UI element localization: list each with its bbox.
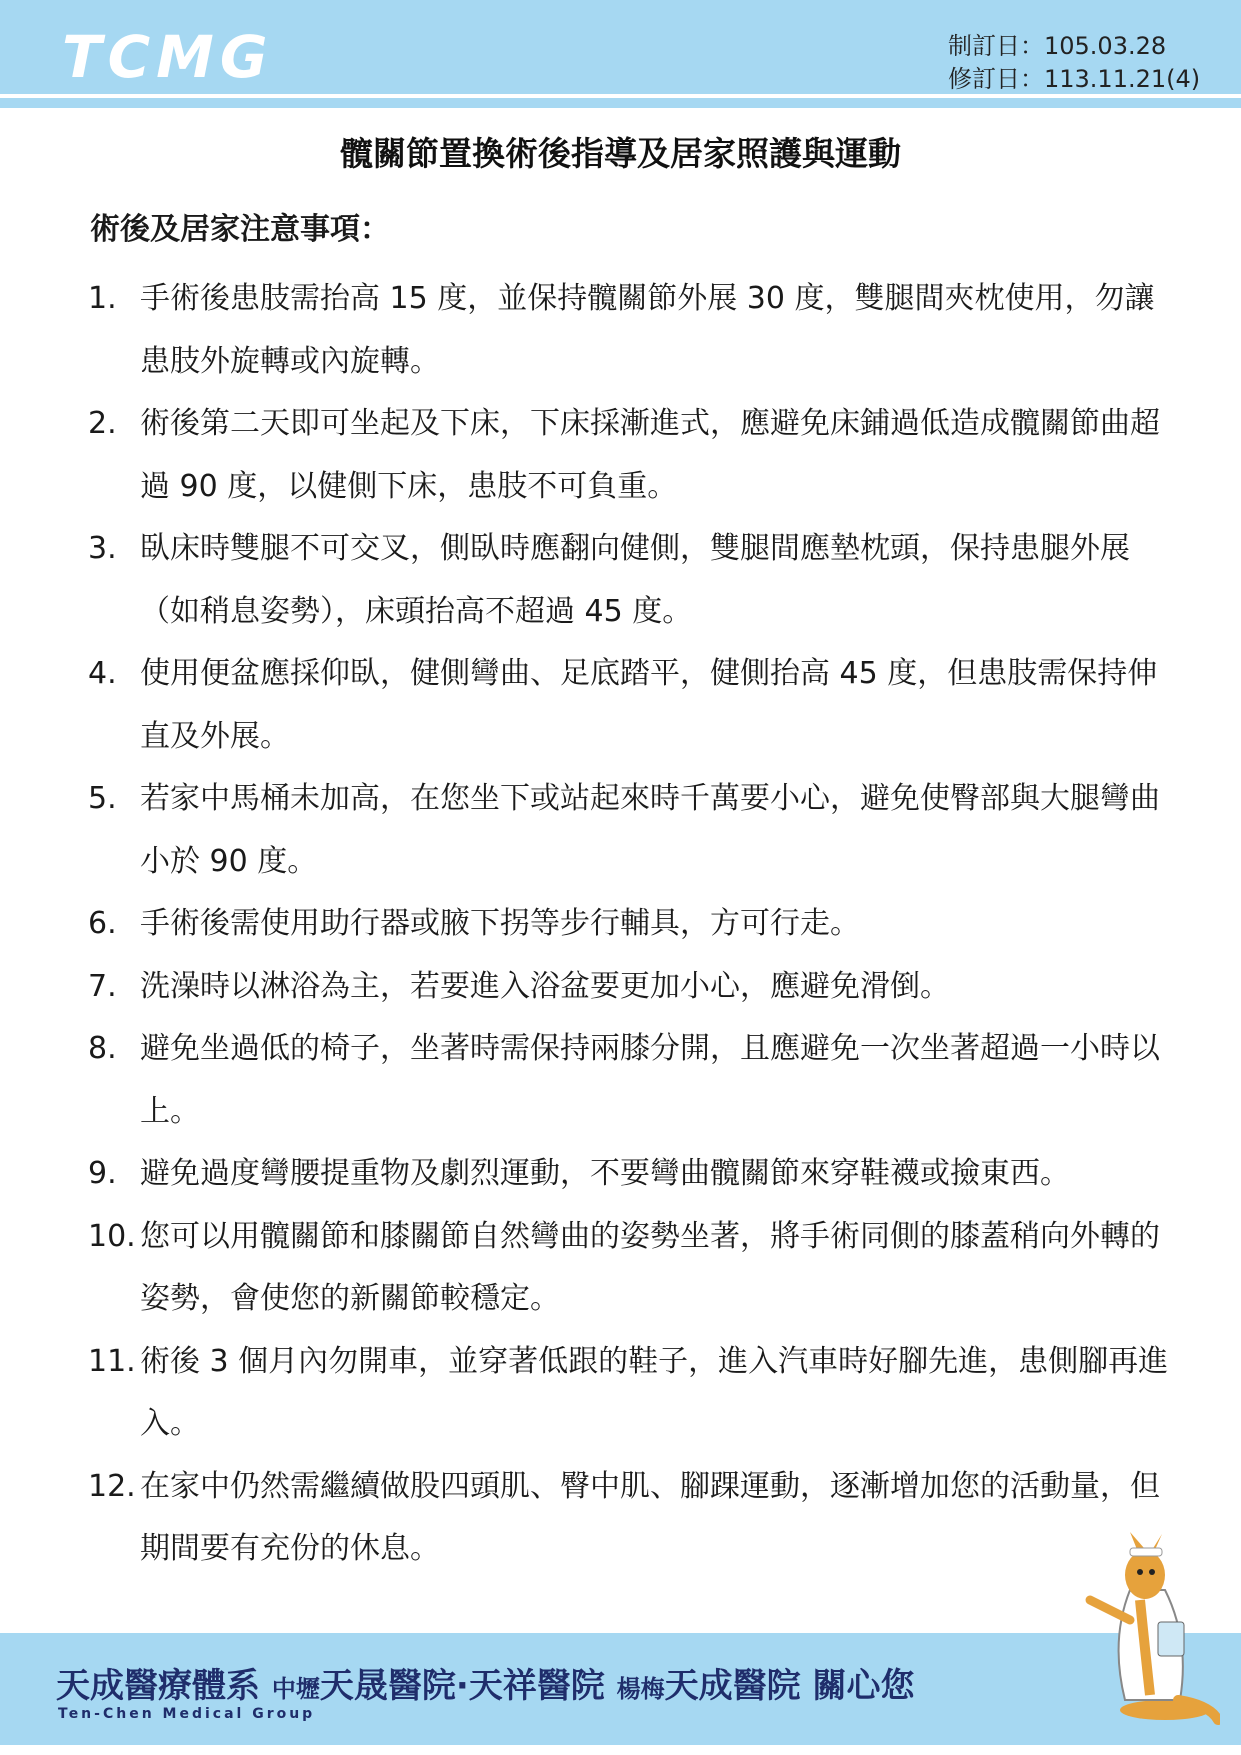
item-number: 4.: [88, 656, 117, 691]
item-text: 避免過度彎腰提重物及劇烈運動，不要彎曲髖關節來穿鞋襪或撿東西。: [140, 1156, 1070, 1191]
list-item: [88, 1018, 1173, 1143]
item-text: 使用便盆應採仰臥，健側彎曲、足底踏平，健側抬高 45 度，但患肢需保持伸直及外展。: [140, 656, 1158, 754]
location-zhongli: 中壢: [271, 1675, 320, 1703]
item-number: 8.: [88, 1031, 117, 1066]
item-text: 洗澡時以淋浴為主，若要進入浴盆要更加小心，應避免滑倒。: [140, 968, 950, 1004]
header-rule: [0, 98, 1241, 108]
section-heading: 術後及居家注意事項：: [90, 212, 390, 247]
list-item: [88, 268, 1173, 393]
item-text: 您可以用髖關節和膝關節自然彎曲的姿勢坐著，將手術同側的膝蓋稍向外轉的姿勢，會使您的新關節較穩定。: [140, 1218, 1160, 1316]
hospital-names: 天晟醫院·天祥醫院: [319, 1666, 605, 1706]
item-number: 5.: [88, 781, 117, 816]
list-item: [88, 1456, 1173, 1581]
list-item: [88, 768, 1173, 893]
document-dates: [948, 30, 1200, 96]
item-text: 術後第二天即可坐起及下床，下床採漸進式，應避免床鋪過低造成髖關節曲超過 90 度，以健側下床，患肢不可負重。: [140, 406, 1160, 504]
list-item: [88, 1143, 1173, 1206]
item-number: 6.: [88, 906, 117, 941]
item-number: 9.: [88, 1156, 117, 1191]
footer-hospitals: [56, 1666, 914, 1709]
item-text: 在家中仍然需繼續做股四頭肌、臀中肌、腳踝運動，逐漸增加您的活動量，但期間要有充份的休息。: [140, 1468, 1160, 1566]
list-item: [88, 1206, 1173, 1331]
revised-date: 修訂日：113.11.21(4): [948, 65, 1201, 93]
page-title: 髖關節置換術後指導及居家照護與運動: [340, 134, 901, 173]
item-text: 避免坐過低的椅子，坐著時需保持兩膝分開，且應避免一次坐著超過一小時以上。: [140, 1031, 1160, 1129]
item-number: 3.: [88, 531, 117, 566]
item-text: 若家中馬桶未加高，在您坐下或站起來時千萬要小心，避免使臀部與大腿彎曲小於 90 度。: [140, 781, 1160, 879]
list-item: [88, 643, 1173, 768]
item-number: 12.: [88, 1468, 136, 1504]
tcmg-logo: TCMG: [62, 23, 274, 91]
item-text: 手術後需使用助行器或腋下拐等步行輔具，方可行走。: [140, 906, 860, 941]
instruction-list: [88, 268, 1173, 1581]
item-number: 1.: [88, 281, 117, 316]
hospital-name: 天成醫院: [664, 1666, 801, 1706]
kangaroo-doctor-mascot-icon: [1070, 1530, 1220, 1730]
item-text: 臥床時雙腿不可交叉，側臥時應翻向健側，雙腿間應墊枕頭，保持患腿外展（如稍息姿勢），床頭抬高不超過 45 度。: [140, 531, 1130, 629]
item-number: 2.: [88, 406, 117, 441]
list-item: [88, 393, 1173, 518]
location-yangmei: 楊梅: [616, 1675, 665, 1703]
item-text: 術後 3 個月內勿開車，並穿著低跟的鞋子，進入汽車時好腳先進，患側腳再進入。: [140, 1343, 1169, 1441]
item-number: 11.: [88, 1343, 136, 1379]
list-item: [88, 956, 1173, 1019]
item-number: 10.: [88, 1218, 136, 1254]
list-item: [88, 893, 1173, 956]
group-english-name: Ten-Chen Medical Group: [58, 1706, 316, 1722]
list-item: [88, 518, 1173, 643]
group-name: 天成醫療體系: [56, 1666, 260, 1706]
list-item: [88, 1331, 1173, 1456]
created-date: 制訂日：105.03.28: [948, 32, 1167, 60]
item-number: 7.: [88, 968, 117, 1004]
slogan: 關心您: [812, 1666, 915, 1706]
item-text: 手術後患肢需抬高 15 度，並保持髖關節外展 30 度，雙腿間夾枕使用，勿讓患肢外旋轉或內旋轉。: [140, 281, 1155, 379]
